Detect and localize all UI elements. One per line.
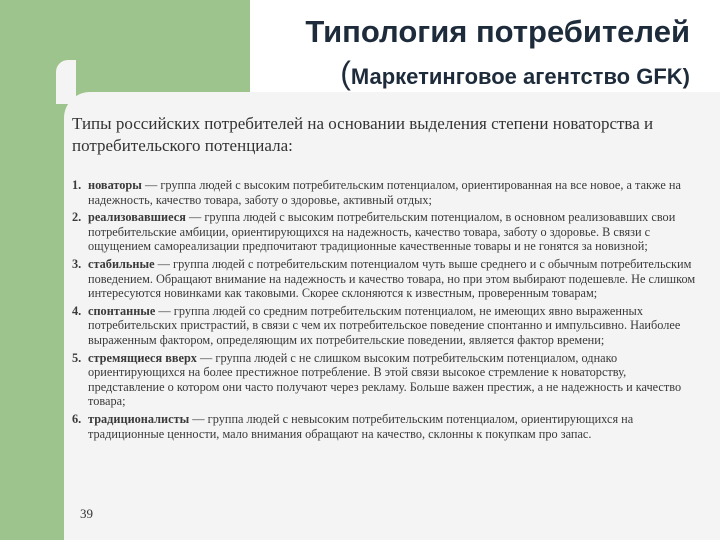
list-item — [72, 412, 700, 441]
item-description: — группа людей с высоким потребительским потенциалом, в основном реализовавших свои потребительские амбиции, ориентирующихся на надежность, качество товара, заботу о здоровье. В связи с ощущением самореализации предпочитают традиционные качественные товары и не гонятся за новизной; — [88, 210, 676, 254]
item-number: 1. — [72, 178, 82, 192]
subtitle-paren: ( — [340, 55, 351, 91]
item-number: 5. — [72, 350, 82, 365]
list-item — [72, 351, 700, 409]
subtitle-text: Маркетинговое агентство GFK) — [350, 64, 690, 89]
item-term: стабильные — [88, 256, 155, 271]
item-description: — группа людей с потребительским потенциалом чуть выше среднего и с обычным потребительским поведением. Обращают внимание на надежность и качество товара, но при этом выбирают подешевле. Не слишком интересуются новинками как таковыми. Скорее склоняются к известным, проверенным товарам; — [88, 256, 696, 301]
list-item — [72, 178, 700, 207]
item-number: 2. — [72, 210, 82, 225]
intro-text: Типы российских потребителей на основании выделения степени новаторства и потребительского потенциала: — [72, 114, 654, 155]
item-term: реализовавшиеся — [88, 210, 186, 225]
page-number: 39 — [80, 506, 93, 521]
item-term: стремящиеся вверх — [88, 350, 197, 365]
item-term: новаторы — [88, 178, 142, 192]
item-description: — группа людей с не слишком высоким потребительским потенциалом, однако ориентирующихся на более престижное потребление. В этой связи высокое стремление к новаторству, представление о котором они часто получают через рекламу. Больше важен престиж, а не надежность и качество товара; — [88, 350, 682, 409]
item-term: традиционалисты — [88, 411, 190, 426]
list-item — [72, 257, 700, 301]
item-description: — группа людей со средним потребительским потенциалом, не имеющих явно выраженных потребительских пристрастий, в связи с чем их потребительское поведение спонтанно и импульсивно. Наиболее выраженным фактором, определяющим их потребительские поведении, является фактор времени; — [88, 303, 681, 347]
item-number: 3. — [72, 256, 82, 271]
item-description: — группа людей с высоким потребительским потенциалом, ориентированная на все новое, а также на надежность, качество товара, заботу о здоровье, активный отдых; — [88, 178, 681, 207]
item-number: 6. — [72, 411, 82, 426]
list-item — [72, 210, 700, 254]
panel-accent — [56, 60, 76, 104]
slide-subtitle — [250, 56, 690, 97]
item-description: — группа людей с невысоким потребительским потенциалом, ориентирующихся на традиционные ценности, мало внимания обращают на качество, склонны к покупкам про запас. — [88, 411, 634, 441]
item-number: 4. — [72, 303, 82, 318]
consumer-types-list — [72, 178, 700, 444]
list-item — [72, 304, 700, 348]
item-term: спонтанные — [88, 303, 156, 318]
slide-title: Типология потребителей — [305, 14, 690, 49]
